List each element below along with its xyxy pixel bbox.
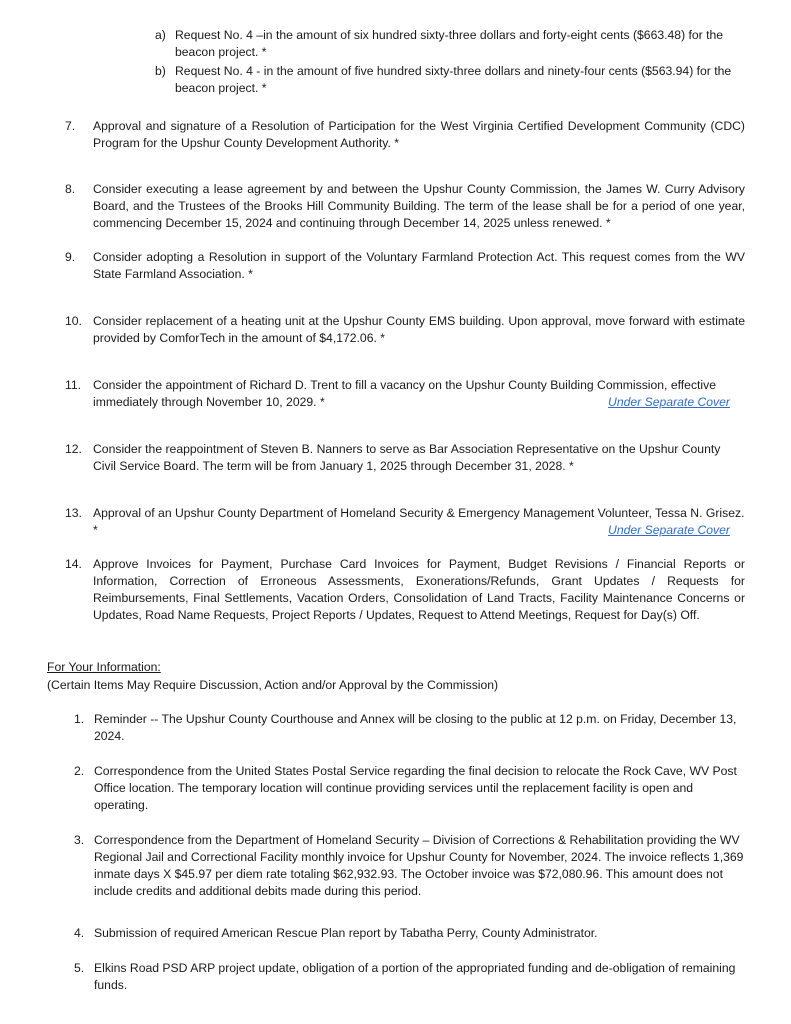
item-text: Submission of required American Rescue Plan report by Tabatha Perry, County Administrator.	[94, 926, 598, 940]
item-number: 9.	[65, 250, 76, 264]
item-text: Consider the appointment of Richard D. Trent to fill a vacancy on the Upshur County Building Commission, effective immediately through November 10, 2029. *	[93, 378, 717, 409]
item-number: 13.	[65, 506, 82, 520]
fyi-heading: For Your Information:	[47, 660, 161, 674]
agenda-item-8	[65, 181, 745, 232]
fyi-item-4	[74, 925, 744, 942]
sub-item-a	[155, 27, 755, 61]
agenda-item-10	[65, 313, 745, 347]
item-number: 7.	[65, 119, 76, 133]
item-number: 12.	[65, 442, 82, 456]
fyi-item-2	[74, 763, 744, 814]
sub-item-text: Request No. 4 –in the amount of six hundred sixty-three dollars and forty-eight cents ($663.48) for the beacon project. *	[175, 28, 724, 59]
item-text: Reminder -- The Upshur County Courthouse and Annex will be closing to the public at 12 p.m. on Friday, December 13, 2024.	[94, 712, 737, 743]
item-text: Elkins Road PSD ARP project update, obligation of a portion of the appropriated funding and de-obligation of remaining funds.	[94, 961, 736, 992]
item-number: 10.	[65, 314, 82, 328]
item-text: Correspondence from the Department of Homeland Security – Division of Corrections & Rehabilitation providing the WV Regional Jail and Correctional Facility monthly invoice for Upshur County for November, 2024. The invoice reflects 1,369 inmate days X $45.97 per diem rate totaling $62,932.93. The October invoice was $72,080.96. This amount does not include credits and additional debits made during this period.	[94, 833, 744, 898]
item-number: 8.	[65, 182, 76, 196]
sub-item-text: Request No. 4 - in the amount of five hundred sixty-three dollars and ninety-four cents ($563.94) for the beacon project. *	[175, 64, 732, 95]
sub-item-marker: a)	[155, 28, 166, 42]
fyi-item-3	[74, 832, 744, 900]
agenda-item-14	[65, 556, 745, 624]
fyi-item-1	[74, 711, 744, 745]
under-separate-cover-link[interactable]: Under Separate Cover	[608, 523, 730, 537]
item-text: Consider adopting a Resolution in support of the Voluntary Farmland Protection Act. This request comes from the WV State Farmland Association. *	[93, 250, 745, 281]
agenda-item-7	[65, 118, 745, 152]
item-number: 4.	[74, 926, 85, 940]
agenda-item-9	[65, 249, 745, 283]
item-text: Consider executing a lease agreement by and between the Upshur County Commission, the James W. Curry Advisory Board, and the Trustees of the Brooks Hill Community Building. The term of the lease shall be for a period of one year, commencing December 15, 2024 and continuing through December 14, 2025 unless renewed. *	[93, 182, 745, 230]
link-line	[65, 522, 745, 539]
fyi-item-5	[74, 960, 744, 994]
item-text: Approval and signature of a Resolution of Participation for the West Virginia Certified Development Community (CDC) Program for the Upshur County Development Authority. *	[93, 119, 745, 150]
agenda-item-13	[65, 505, 745, 539]
sub-item-b	[155, 63, 755, 97]
fyi-subheading: (Certain Items May Require Discussion, Action and/or Approval by the Commission)	[47, 678, 499, 692]
agenda-item-12	[65, 441, 745, 475]
item-text: Consider replacement of a heating unit at the Upshur County EMS building. Upon approval, move forward with estimate provided by ComforTech in the amount of $4,172.06. *	[93, 314, 745, 345]
item-number: 14.	[65, 557, 82, 571]
sub-item-marker: b)	[155, 64, 166, 78]
item-text: Consider the reappointment of Steven B. Nanners to serve as Bar Association Representative on the Upshur County Civil Service Board. The term will be from January 1, 2025 through December 31, 2028. *	[93, 442, 721, 473]
agenda-item-11	[65, 377, 745, 411]
item-number: 2.	[74, 764, 85, 778]
under-separate-cover-link[interactable]: Under Separate Cover	[608, 395, 730, 409]
item-number: 11.	[65, 378, 82, 392]
item-text: Approval of an Upshur County Department of Homeland Security & Emergency Management Volunteer, Tessa N. Grisez. *	[93, 506, 745, 537]
item-text: Correspondence from the United States Postal Service regarding the final decision to relocate the Rock Cave, WV Post Office location. The temporary location will continue providing services until the replacement facility is open and operating.	[94, 764, 737, 812]
item-number: 1.	[74, 712, 85, 726]
item-number: 5.	[74, 961, 85, 975]
item-number: 3.	[74, 833, 85, 847]
item-text: Approve Invoices for Payment, Purchase Card Invoices for Payment, Budget Revisions / Financial Reports or Information, Correction of Erroneous Assessments, Exonerations/Refunds, Grant Updates / Requests for Reimbursements, Final Settlements, Vacation Orders, Consolidation of Land Tracts, Facility Maintenance Concerns or Updates, Road Name Requests, Project Reports / Updates, Request to Attend Meetings, Request for Day(s) Off.	[93, 557, 745, 622]
